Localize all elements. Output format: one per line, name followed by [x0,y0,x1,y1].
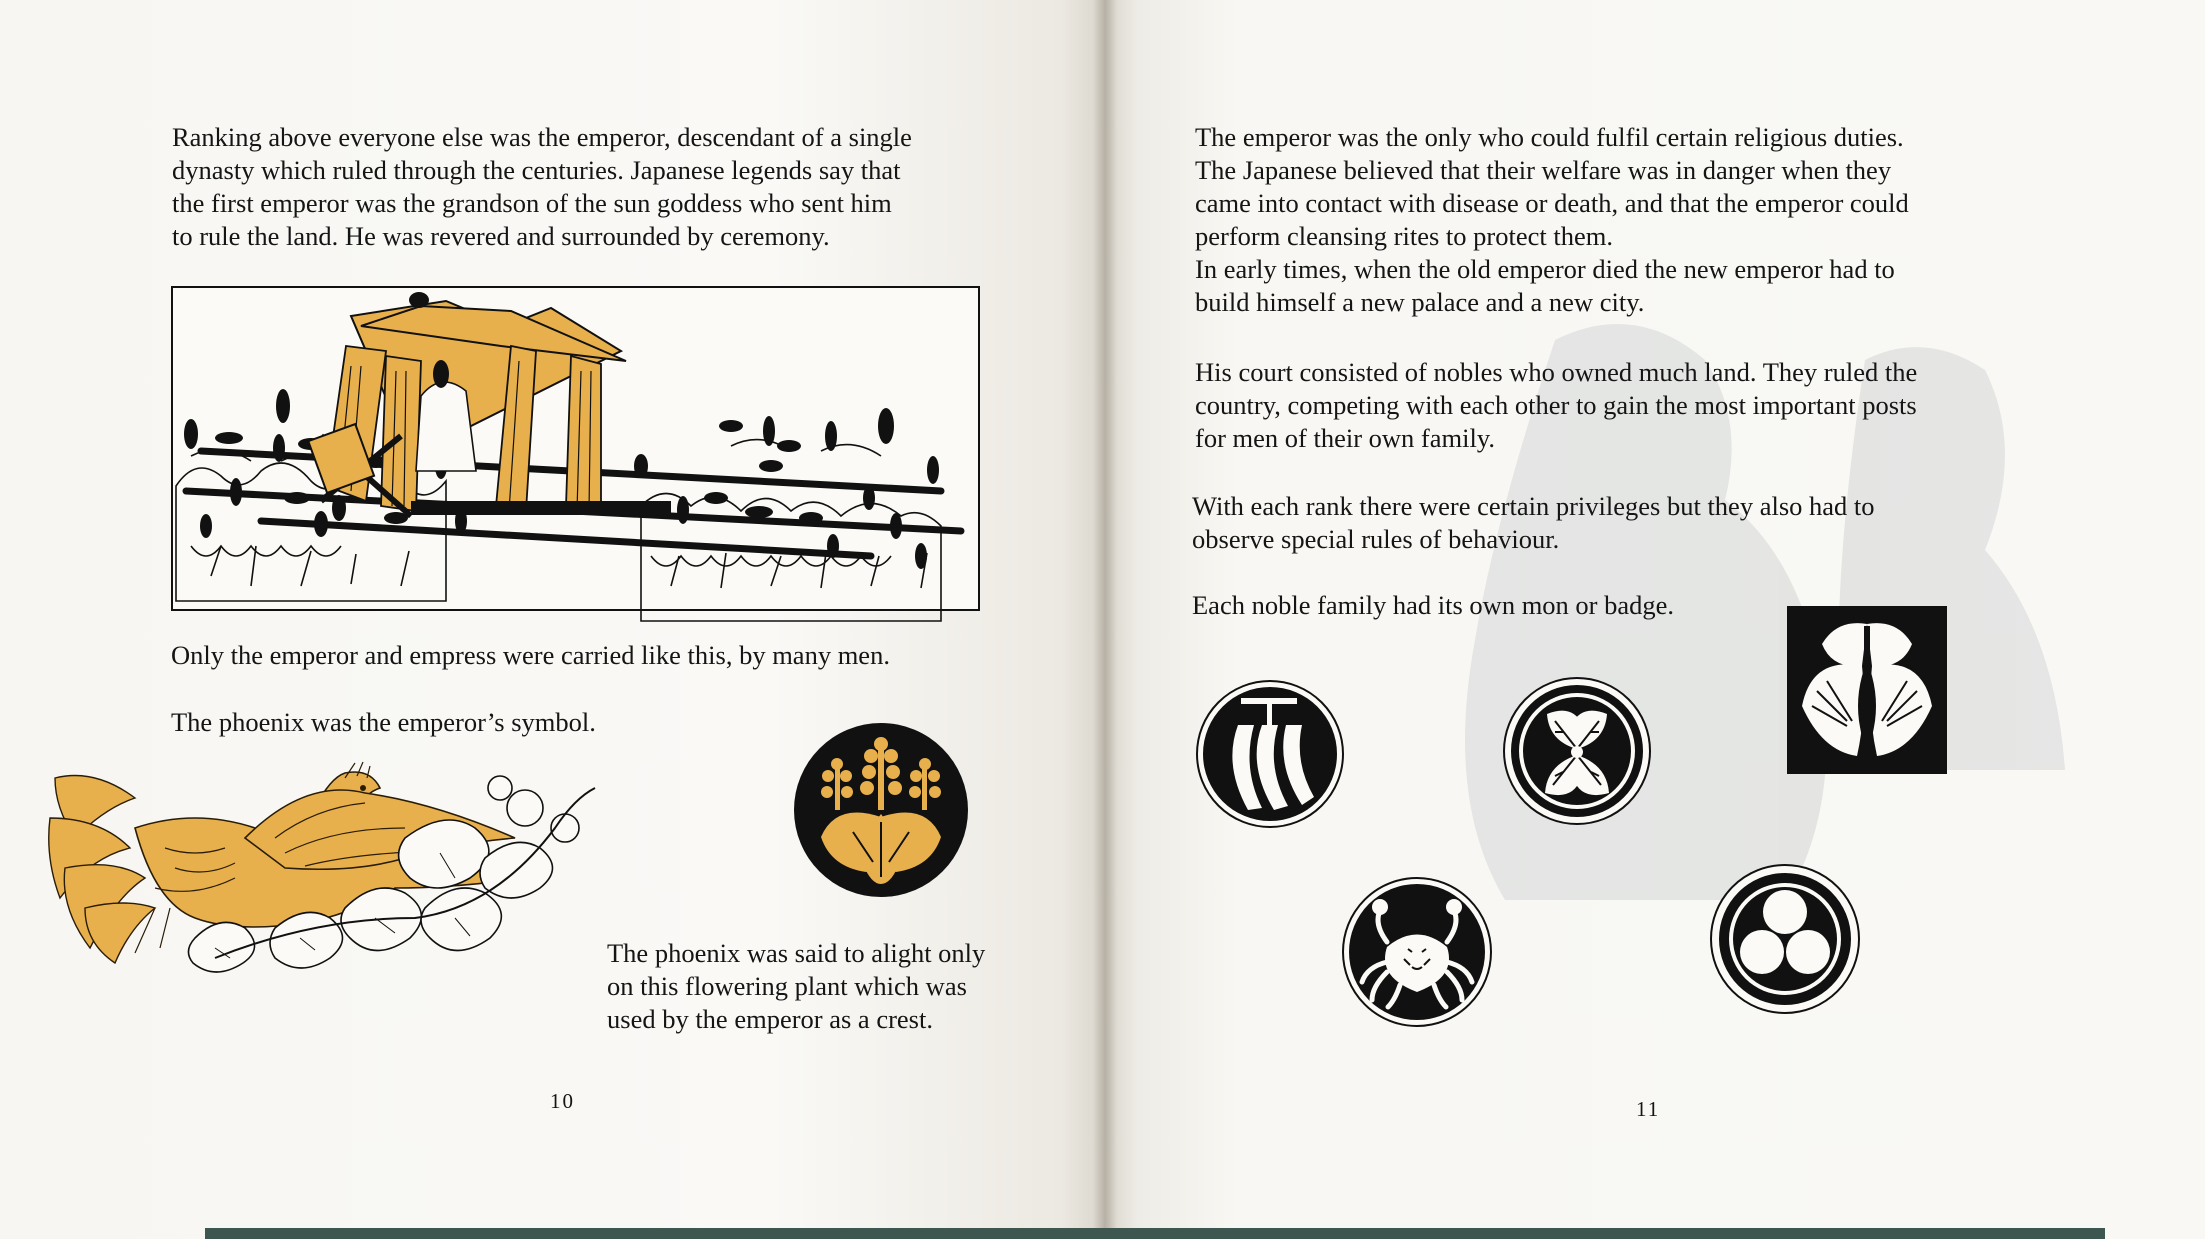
phoenix-caption: The phoenix was the emperor’s symbol. [171,707,596,737]
hollyhock-mon [1503,677,1651,825]
plant-caption: The phoenix was said to alight only on this flowering plant which was used by the emperor as a crest. [607,938,986,1034]
mon-paragraph: Each noble family had its own mon or badge. [1192,590,1675,620]
sail-mon [1196,680,1344,828]
religious-duties-paragraph: The emperor was the only who could fulfil certain religious duties. The Japanese believed that their welfare was in danger when they came into contact with disease or death, and that the emperor could perform cleansing rites to protect them. In early times, when the old emperor died the new emperor had to build himself a new palace and a new city. [1195,122,1909,317]
crab-mon [1342,877,1492,1027]
page-number-right: 11 [1636,1097,1661,1121]
procession-palanquin-illustration [171,286,980,611]
privileges-paragraph: With each rank there were certain privileges but they also had to observe special rules of behaviour. [1192,491,1875,554]
book-gutter [1093,0,1117,1239]
three-circles-mon [1710,864,1860,1014]
phoenix-illustration [45,758,655,973]
intro-paragraph: Ranking above everyone else was the emperor, descendant of a single dynasty which ruled through the centuries. Japanese legends say that the first emperor was the grandson of the sun goddess who sent him to rule the land. He was revered and surrounded by ceremony. [172,122,912,251]
court-paragraph: His court consisted of nobles who owned much land. They ruled the country, competing with each other to gain the most important posts for men of their own family. [1195,357,1918,453]
palanquin-caption: Only the emperor and empress were carried like this, by many men. [171,640,890,670]
cover-edge [205,1228,2105,1239]
paulownia-crest [793,722,969,898]
right-page [1105,0,2205,1239]
paulownia-square-mon [1787,606,1947,774]
page-number-left: 10 [550,1089,575,1113]
